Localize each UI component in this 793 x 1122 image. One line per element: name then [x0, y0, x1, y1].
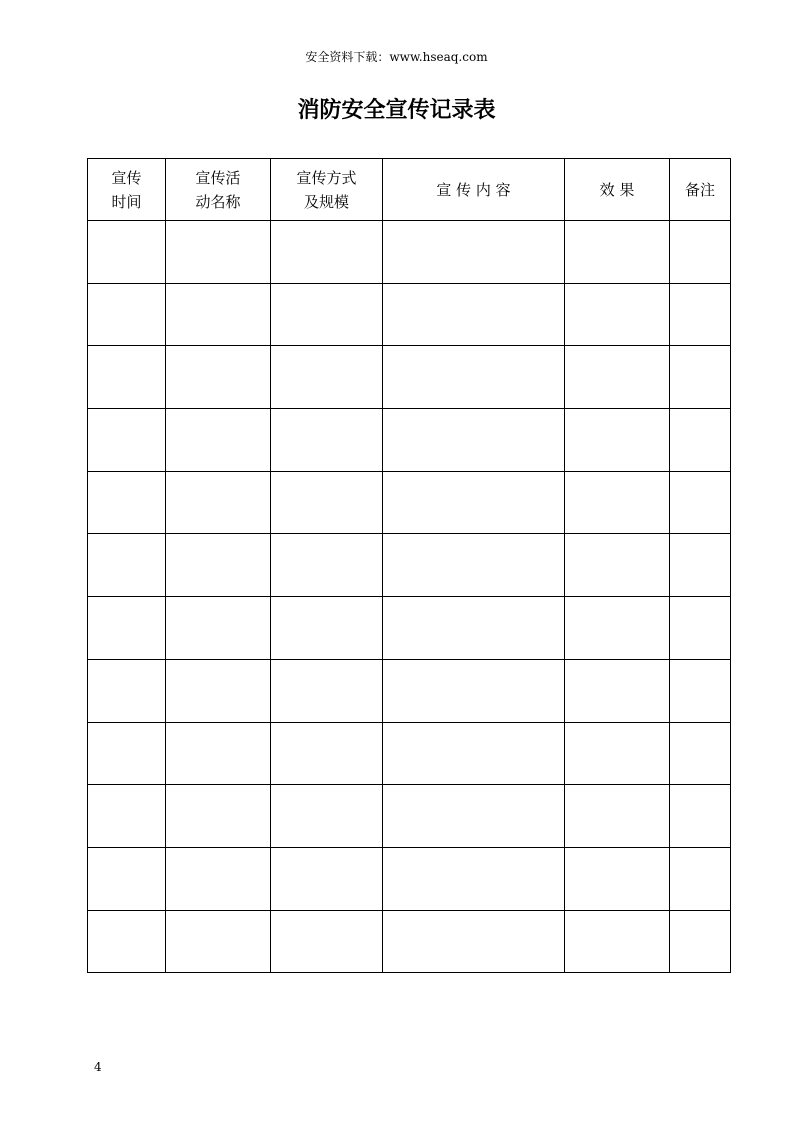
cell-effect[interactable]	[565, 659, 670, 722]
cell-remarks[interactable]	[670, 534, 731, 597]
cell-method-and-scale[interactable]	[271, 534, 383, 597]
cell-content[interactable]	[383, 597, 565, 660]
table-row	[88, 409, 731, 472]
cell-method-and-scale[interactable]	[271, 659, 383, 722]
cell-effect[interactable]	[565, 597, 670, 660]
cell-remarks[interactable]	[670, 597, 731, 660]
cell-remarks[interactable]	[670, 785, 731, 848]
table-body	[88, 221, 731, 973]
cell-content[interactable]	[383, 409, 565, 472]
cell-time[interactable]	[88, 910, 166, 973]
cell-remarks[interactable]	[670, 910, 731, 973]
cell-content[interactable]	[383, 722, 565, 785]
cell-remarks[interactable]	[670, 283, 731, 346]
cell-time[interactable]	[88, 283, 166, 346]
cell-content[interactable]	[383, 785, 565, 848]
cell-content[interactable]	[383, 346, 565, 409]
table-row	[88, 534, 731, 597]
cell-method-and-scale[interactable]	[271, 722, 383, 785]
cell-effect[interactable]	[565, 910, 670, 973]
cell-effect[interactable]	[565, 534, 670, 597]
cell-activity-name[interactable]	[166, 283, 271, 346]
table-row	[88, 659, 731, 722]
cell-remarks[interactable]	[670, 659, 731, 722]
cell-method-and-scale[interactable]	[271, 910, 383, 973]
cell-remarks[interactable]	[670, 847, 731, 910]
cell-time[interactable]	[88, 597, 166, 660]
table-row	[88, 597, 731, 660]
cell-effect[interactable]	[565, 847, 670, 910]
cell-time[interactable]	[88, 722, 166, 785]
cell-content[interactable]	[383, 471, 565, 534]
cell-content[interactable]	[383, 221, 565, 284]
cell-activity-name[interactable]	[166, 785, 271, 848]
table-row	[88, 221, 731, 284]
cell-time[interactable]	[88, 346, 166, 409]
table-row	[88, 471, 731, 534]
cell-activity-name[interactable]	[166, 409, 271, 472]
table-row	[88, 283, 731, 346]
cell-time[interactable]	[88, 409, 166, 472]
header-effect: 效 果	[565, 159, 670, 221]
cell-content[interactable]	[383, 283, 565, 346]
cell-content[interactable]	[383, 659, 565, 722]
cell-method-and-scale[interactable]	[271, 409, 383, 472]
cell-activity-name[interactable]	[166, 534, 271, 597]
cell-method-and-scale[interactable]	[271, 471, 383, 534]
header-activity-name: 宣传活 动名称	[166, 159, 271, 221]
cell-activity-name[interactable]	[166, 847, 271, 910]
cell-activity-name[interactable]	[166, 659, 271, 722]
cell-time[interactable]	[88, 534, 166, 597]
cell-method-and-scale[interactable]	[271, 346, 383, 409]
cell-remarks[interactable]	[670, 409, 731, 472]
cell-method-and-scale[interactable]	[271, 785, 383, 848]
table-header-row	[88, 159, 731, 221]
cell-remarks[interactable]	[670, 471, 731, 534]
cell-effect[interactable]	[565, 346, 670, 409]
table-row	[88, 910, 731, 973]
cell-content[interactable]	[383, 910, 565, 973]
page-header: 安全资料下载：www.hseaq.com	[305, 50, 488, 64]
cell-content[interactable]	[383, 847, 565, 910]
cell-remarks[interactable]	[670, 722, 731, 785]
publicity-record-table	[87, 158, 731, 973]
cell-effect[interactable]	[565, 471, 670, 534]
cell-effect[interactable]	[565, 722, 670, 785]
table-row	[88, 847, 731, 910]
cell-activity-name[interactable]	[166, 910, 271, 973]
cell-effect[interactable]	[565, 221, 670, 284]
cell-method-and-scale[interactable]	[271, 597, 383, 660]
cell-activity-name[interactable]	[166, 221, 271, 284]
cell-time[interactable]	[88, 785, 166, 848]
cell-activity-name[interactable]	[166, 722, 271, 785]
cell-effect[interactable]	[565, 283, 670, 346]
cell-method-and-scale[interactable]	[271, 283, 383, 346]
table-row	[88, 722, 731, 785]
cell-method-and-scale[interactable]	[271, 847, 383, 910]
table-row	[88, 346, 731, 409]
cell-time[interactable]	[88, 847, 166, 910]
cell-time[interactable]	[88, 659, 166, 722]
cell-activity-name[interactable]	[166, 597, 271, 660]
header-remarks: 备注	[670, 159, 731, 221]
header-method-and-scale: 宣传方式 及规模	[271, 159, 383, 221]
cell-time[interactable]	[88, 471, 166, 534]
cell-activity-name[interactable]	[166, 346, 271, 409]
cell-effect[interactable]	[565, 785, 670, 848]
cell-method-and-scale[interactable]	[271, 221, 383, 284]
cell-time[interactable]	[88, 221, 166, 284]
page-number: 4	[94, 1060, 102, 1074]
cell-activity-name[interactable]	[166, 471, 271, 534]
header-publicity-content: 宣 传 内 容	[383, 159, 565, 221]
cell-content[interactable]	[383, 534, 565, 597]
header-publicity-time: 宣传 时间	[88, 159, 166, 221]
table-row	[88, 785, 731, 848]
cell-effect[interactable]	[565, 409, 670, 472]
cell-remarks[interactable]	[670, 346, 731, 409]
cell-remarks[interactable]	[670, 221, 731, 284]
document-title: 消防安全宣传记录表	[297, 97, 496, 123]
